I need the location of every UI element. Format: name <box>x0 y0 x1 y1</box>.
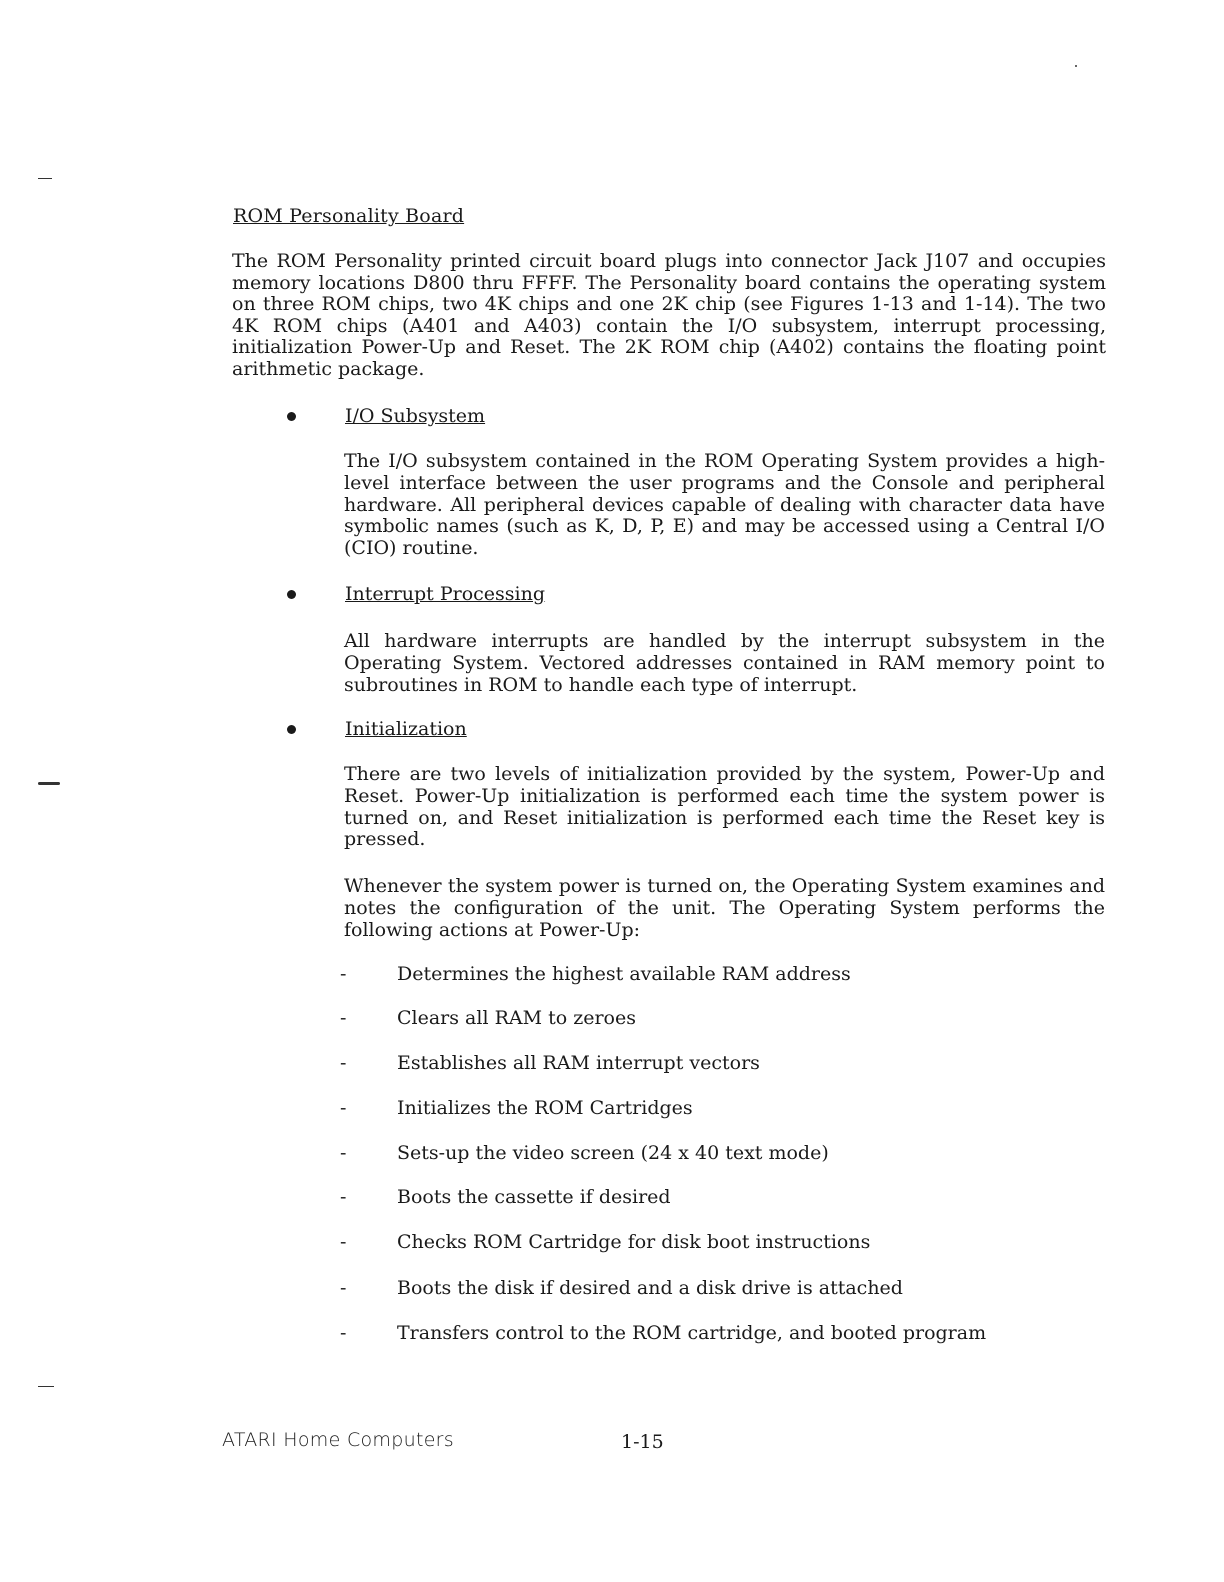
subsection-title-interrupt: Interrupt Processing <box>345 583 546 605</box>
bullet-icon <box>287 725 299 737</box>
dash-marker: - <box>340 1231 347 1253</box>
list-item: Checks ROM Cartridge for disk boot instructions <box>397 1231 871 1253</box>
scan-mark <box>38 782 60 785</box>
list-item: Boots the cassette if desired <box>397 1186 671 1208</box>
bullet-icon <box>287 412 299 424</box>
list-item: Initializes the ROM Cartridges <box>397 1097 693 1119</box>
list-item: Sets-up the video screen (24 x 40 text mode) <box>397 1142 829 1164</box>
subsection-body-io: The I/O subsystem contained in the ROM Operating System provides a high-level interface between the user programs and the Console and peripheral hardware. All peripheral devices capable of dealing with character data have symbolic names (such as K, D, P, E) and may be accessed using a Central I/O (CIO) routine. <box>344 450 1105 560</box>
page-number: 1-15 <box>621 1431 664 1453</box>
dash-marker: - <box>340 1142 347 1164</box>
dash-marker: - <box>340 1097 347 1119</box>
dash-marker: - <box>340 1277 347 1299</box>
scan-mark <box>38 178 52 179</box>
subsection-title-io: I/O Subsystem <box>345 405 486 427</box>
section-title: ROM Personality Board <box>233 205 465 227</box>
list-item: Transfers control to the ROM cartridge, and booted program <box>397 1322 987 1344</box>
dash-marker: - <box>340 1052 347 1074</box>
bullet-icon <box>287 590 299 602</box>
dash-marker: - <box>340 963 347 985</box>
scan-speck <box>1075 65 1077 67</box>
intro-paragraph: The ROM Personality printed circuit board plugs into connector Jack J107 and occupies memory locations D800 thru FFFF. The Personality board contains the operating system on three ROM chips, two 4K chips and one 2K chip (see Figures 1-13 and 1-14). The two 4K ROM chips (A401 and A403) contain the I/O subsystem, interrupt processing, initialization Power-Up and Reset. The 2K ROM chip (A402) contains the floating point arithmetic package. <box>232 250 1106 380</box>
scan-mark <box>38 1386 54 1387</box>
dash-marker: - <box>340 1007 347 1029</box>
dash-marker: - <box>340 1186 347 1208</box>
dash-marker: - <box>340 1322 347 1344</box>
list-item: Establishes all RAM interrupt vectors <box>397 1052 760 1074</box>
footer-title: ATARI Home Computers <box>222 1429 454 1451</box>
subsection-title-init: Initialization <box>345 718 467 740</box>
subsection-body-init: There are two levels of initialization provided by the system, Power-Up and Reset. Power-Up initialization is performed each time the system power is turned on, and Reset initialization is performed each time the Reset key is pressed. <box>344 763 1105 851</box>
list-item: Clears all RAM to zeroes <box>397 1007 636 1029</box>
list-item: Boots the disk if desired and a disk drive is attached <box>397 1277 903 1299</box>
subsection-body-interrupt: All hardware interrupts are handled by the interrupt subsystem in the Operating System. Vectored addresses contained in RAM memory point to subroutines in ROM to handle each type of interrupt. <box>344 630 1105 696</box>
subsection-body-init-2: Whenever the system power is turned on, the Operating System examines and notes the configuration of the unit. The Operating System performs the following actions at Power-Up: <box>344 875 1105 941</box>
list-item: Determines the highest available RAM address <box>397 963 851 985</box>
